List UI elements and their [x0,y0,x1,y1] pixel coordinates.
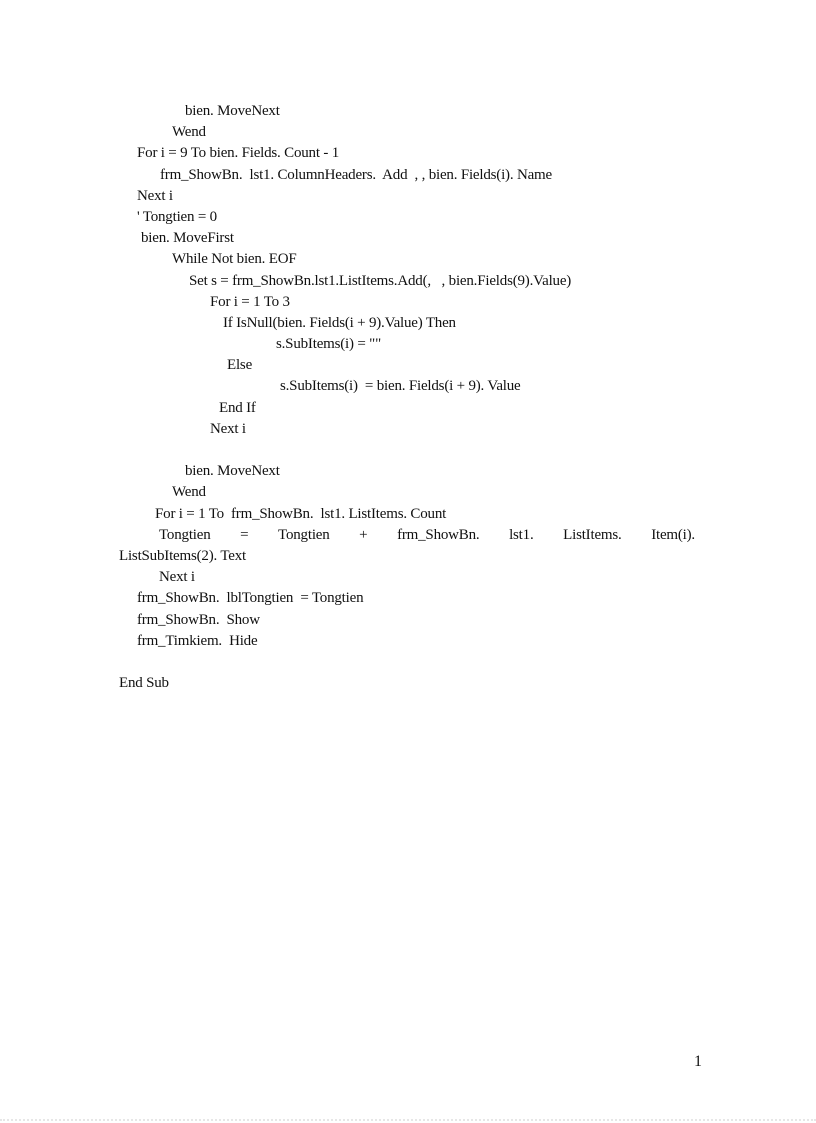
code-line: bien. MoveNext [185,103,280,119]
code-line: frm_Timkiem. Hide [137,632,258,649]
code-line: While Not bien. EOF [172,251,297,268]
code-line: Wend [172,124,206,141]
code-token: + [359,526,368,543]
justified-code-line [119,525,695,546]
code-line: Next i [159,569,195,586]
code-line: End If [219,399,256,416]
code-token: Item(i). [651,526,695,543]
code-line: For i = 1 To 3 [210,293,290,310]
code-block [119,101,695,694]
blank-line [119,440,695,461]
code-line: For i = 1 To frm_ShowBn. lst1. ListItems. Count [155,505,447,522]
code-token: lst1. [509,526,534,543]
code-line: If IsNull(bien. Fields(i + 9).Value) Then [223,314,456,331]
page-edge-divider [0,1119,816,1121]
code-line: s.SubItems(i) = bien. Fields(i + 9). Value [280,378,521,395]
code-line: Wend [172,484,206,501]
code-line: Set s = frm_ShowBn.lst1.ListItems.Add(, , bien.Fields(9).Value) [189,272,572,289]
code-line: s.SubItems(i) = "" [276,336,382,353]
code-line: Else [227,357,253,374]
code-line: ListSubItems(2). Text [119,547,246,564]
code-line: For i = 9 To bien. Fields. Count - 1 [137,145,340,162]
code-token: Tongtien [159,526,211,543]
code-token: = [240,526,249,543]
code-line: frm_ShowBn. Show [137,611,260,628]
code-line: bien. MoveFirst [141,230,234,247]
code-line: ' Tongtien = 0 [137,208,217,225]
code-token: Tongtien [278,526,330,543]
code-line: Next i [210,420,246,437]
code-line: bien. MoveNext [185,463,280,480]
code-line: End Sub [119,675,169,692]
blank-line [119,652,695,673]
page-number: 1 [694,1053,702,1070]
code-token: frm_ShowBn. [397,526,480,543]
code-line: frm_ShowBn. lblTongtien = Tongtien [137,590,364,607]
code-line: frm_ShowBn. lst1. ColumnHeaders. Add , , bien. Fields(i). Name [160,166,552,183]
code-token: ListItems. [563,526,622,543]
code-line: Next i [137,187,173,204]
